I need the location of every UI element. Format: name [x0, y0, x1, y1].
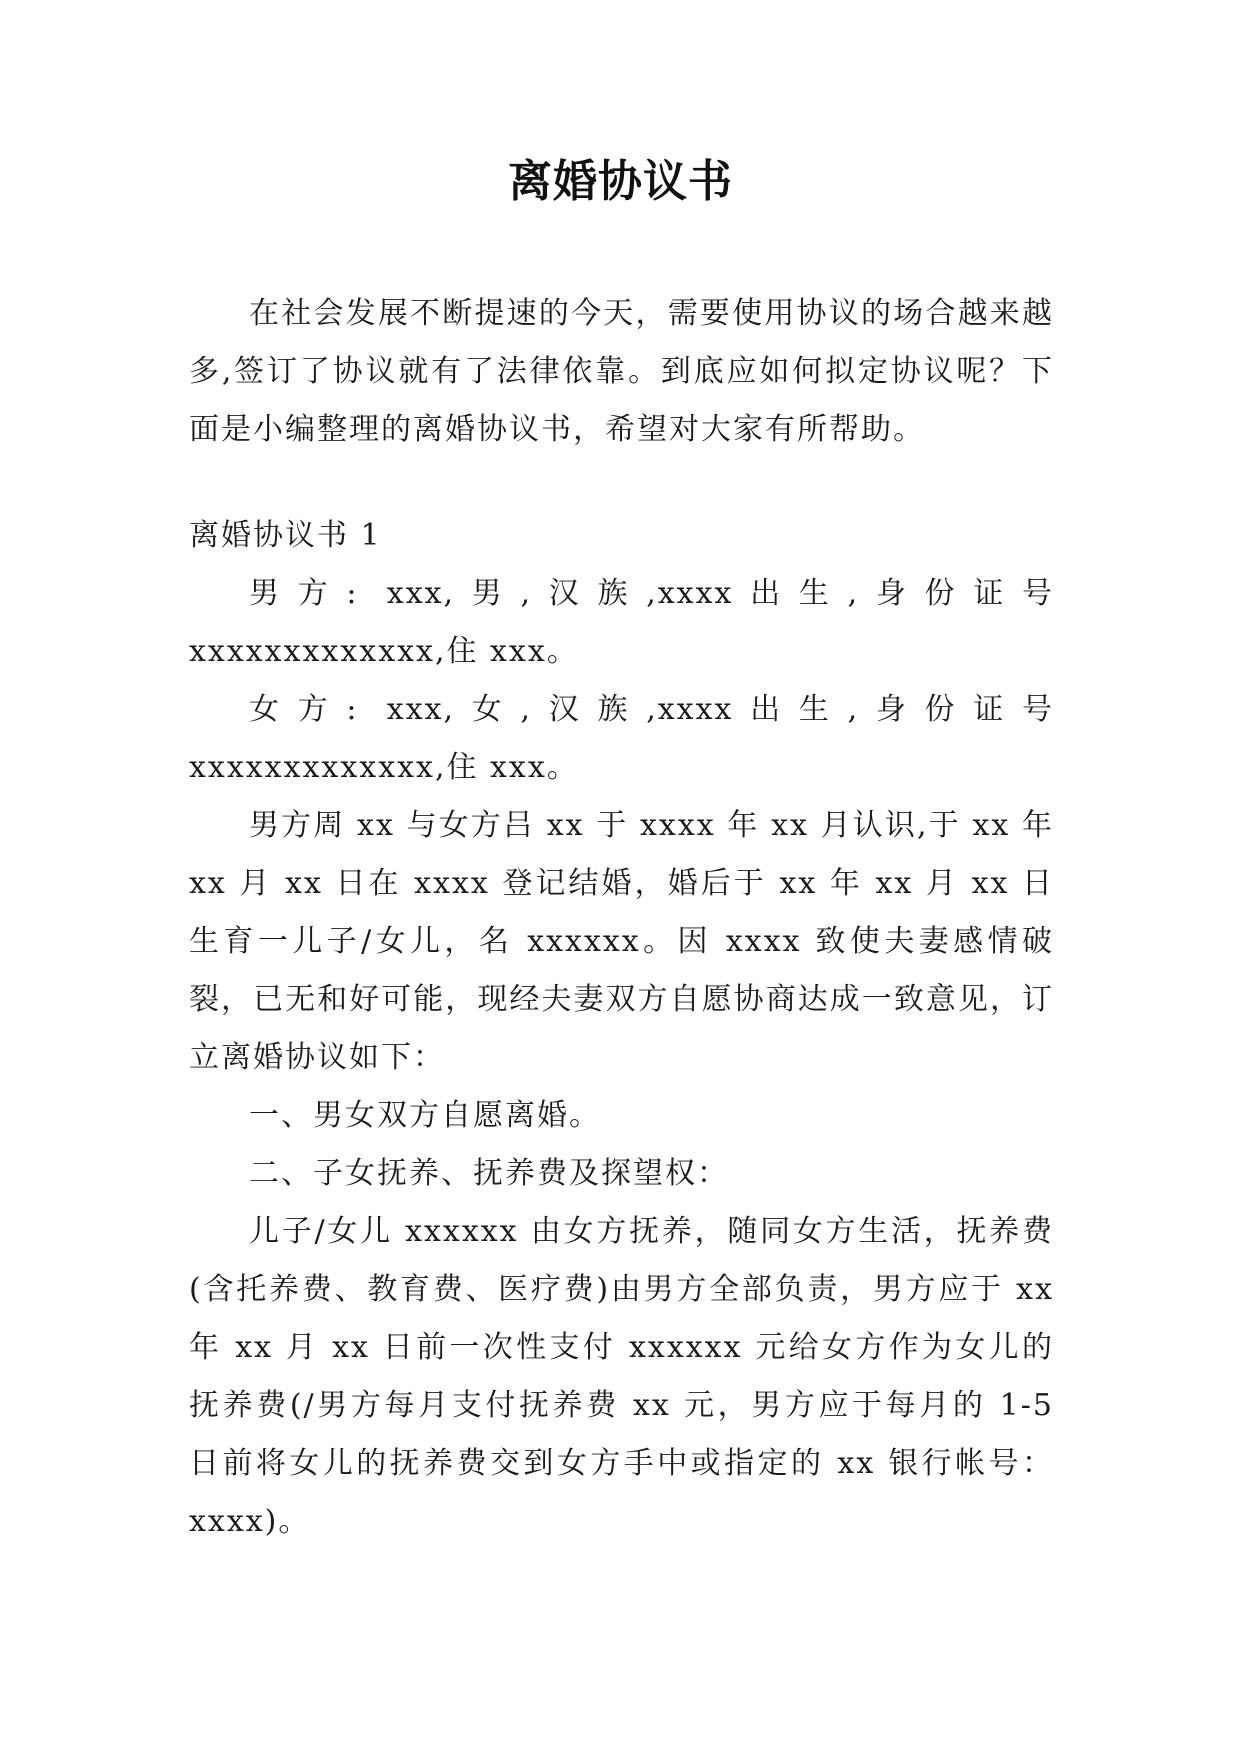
child-support-paragraph: 儿子/女儿 xxxxxx 由女方抚养，随同女方生活，抚养费(含托养费、教育费、医疗费)由男方全部负责，男方应于 xx 年 xx 月 xx 日前一次性支付 xxxxxx 元给女方作为女儿的抚养费(/男方每月支付抚养费 xx 元，男方应于每月的 1-5 日前将女儿的抚养费交到女方手中或指定的 xx 银行帐号：xxxx)。	[189, 1214, 1054, 1539]
party-male-paragraph: 男方: xxx,男,汉族,xxxx出生,身份证号xxxxxxxxxxxxx,住 xxx。	[189, 576, 1054, 669]
clause-one: 一、男女双方自愿离婚。	[249, 1098, 601, 1133]
party-female-paragraph: 女方: xxx,女,汉族,xxxx出生,身份证号xxxxxxxxxxxxx,住 xxx。	[189, 692, 1054, 785]
clause-two-heading: 二、子女抚养、抚养费及探望权：	[249, 1156, 729, 1191]
section-spacer	[189, 459, 1054, 507]
marriage-background-paragraph: 男方周 xx 与女方吕 xx 于 xxxx 年 xx 月认识,于 xx 年 xx 月 xx 日在 xxxx 登记结婚，婚后于 xx 年 xx 月 xx 日生育一儿子/女儿，名 xxxxxx。因 xxxx 致使夫妻感情破裂，已无和好可能，现经夫妻双方自愿协商达成一致意见，订立离婚协议如下：	[189, 808, 1054, 1075]
intro-paragraph: 在社会发展不断提速的今天，需要使用协议的场合越来越多,签订了协议就有了法律依靠。到底应如何拟定协议呢？下面是小编整理的离婚协议书，希望对大家有所帮助。	[189, 296, 1054, 447]
section-heading: 离婚协议书 1	[189, 518, 382, 553]
document-title: 离婚协议书	[508, 156, 733, 207]
document-body	[189, 285, 1054, 1551]
